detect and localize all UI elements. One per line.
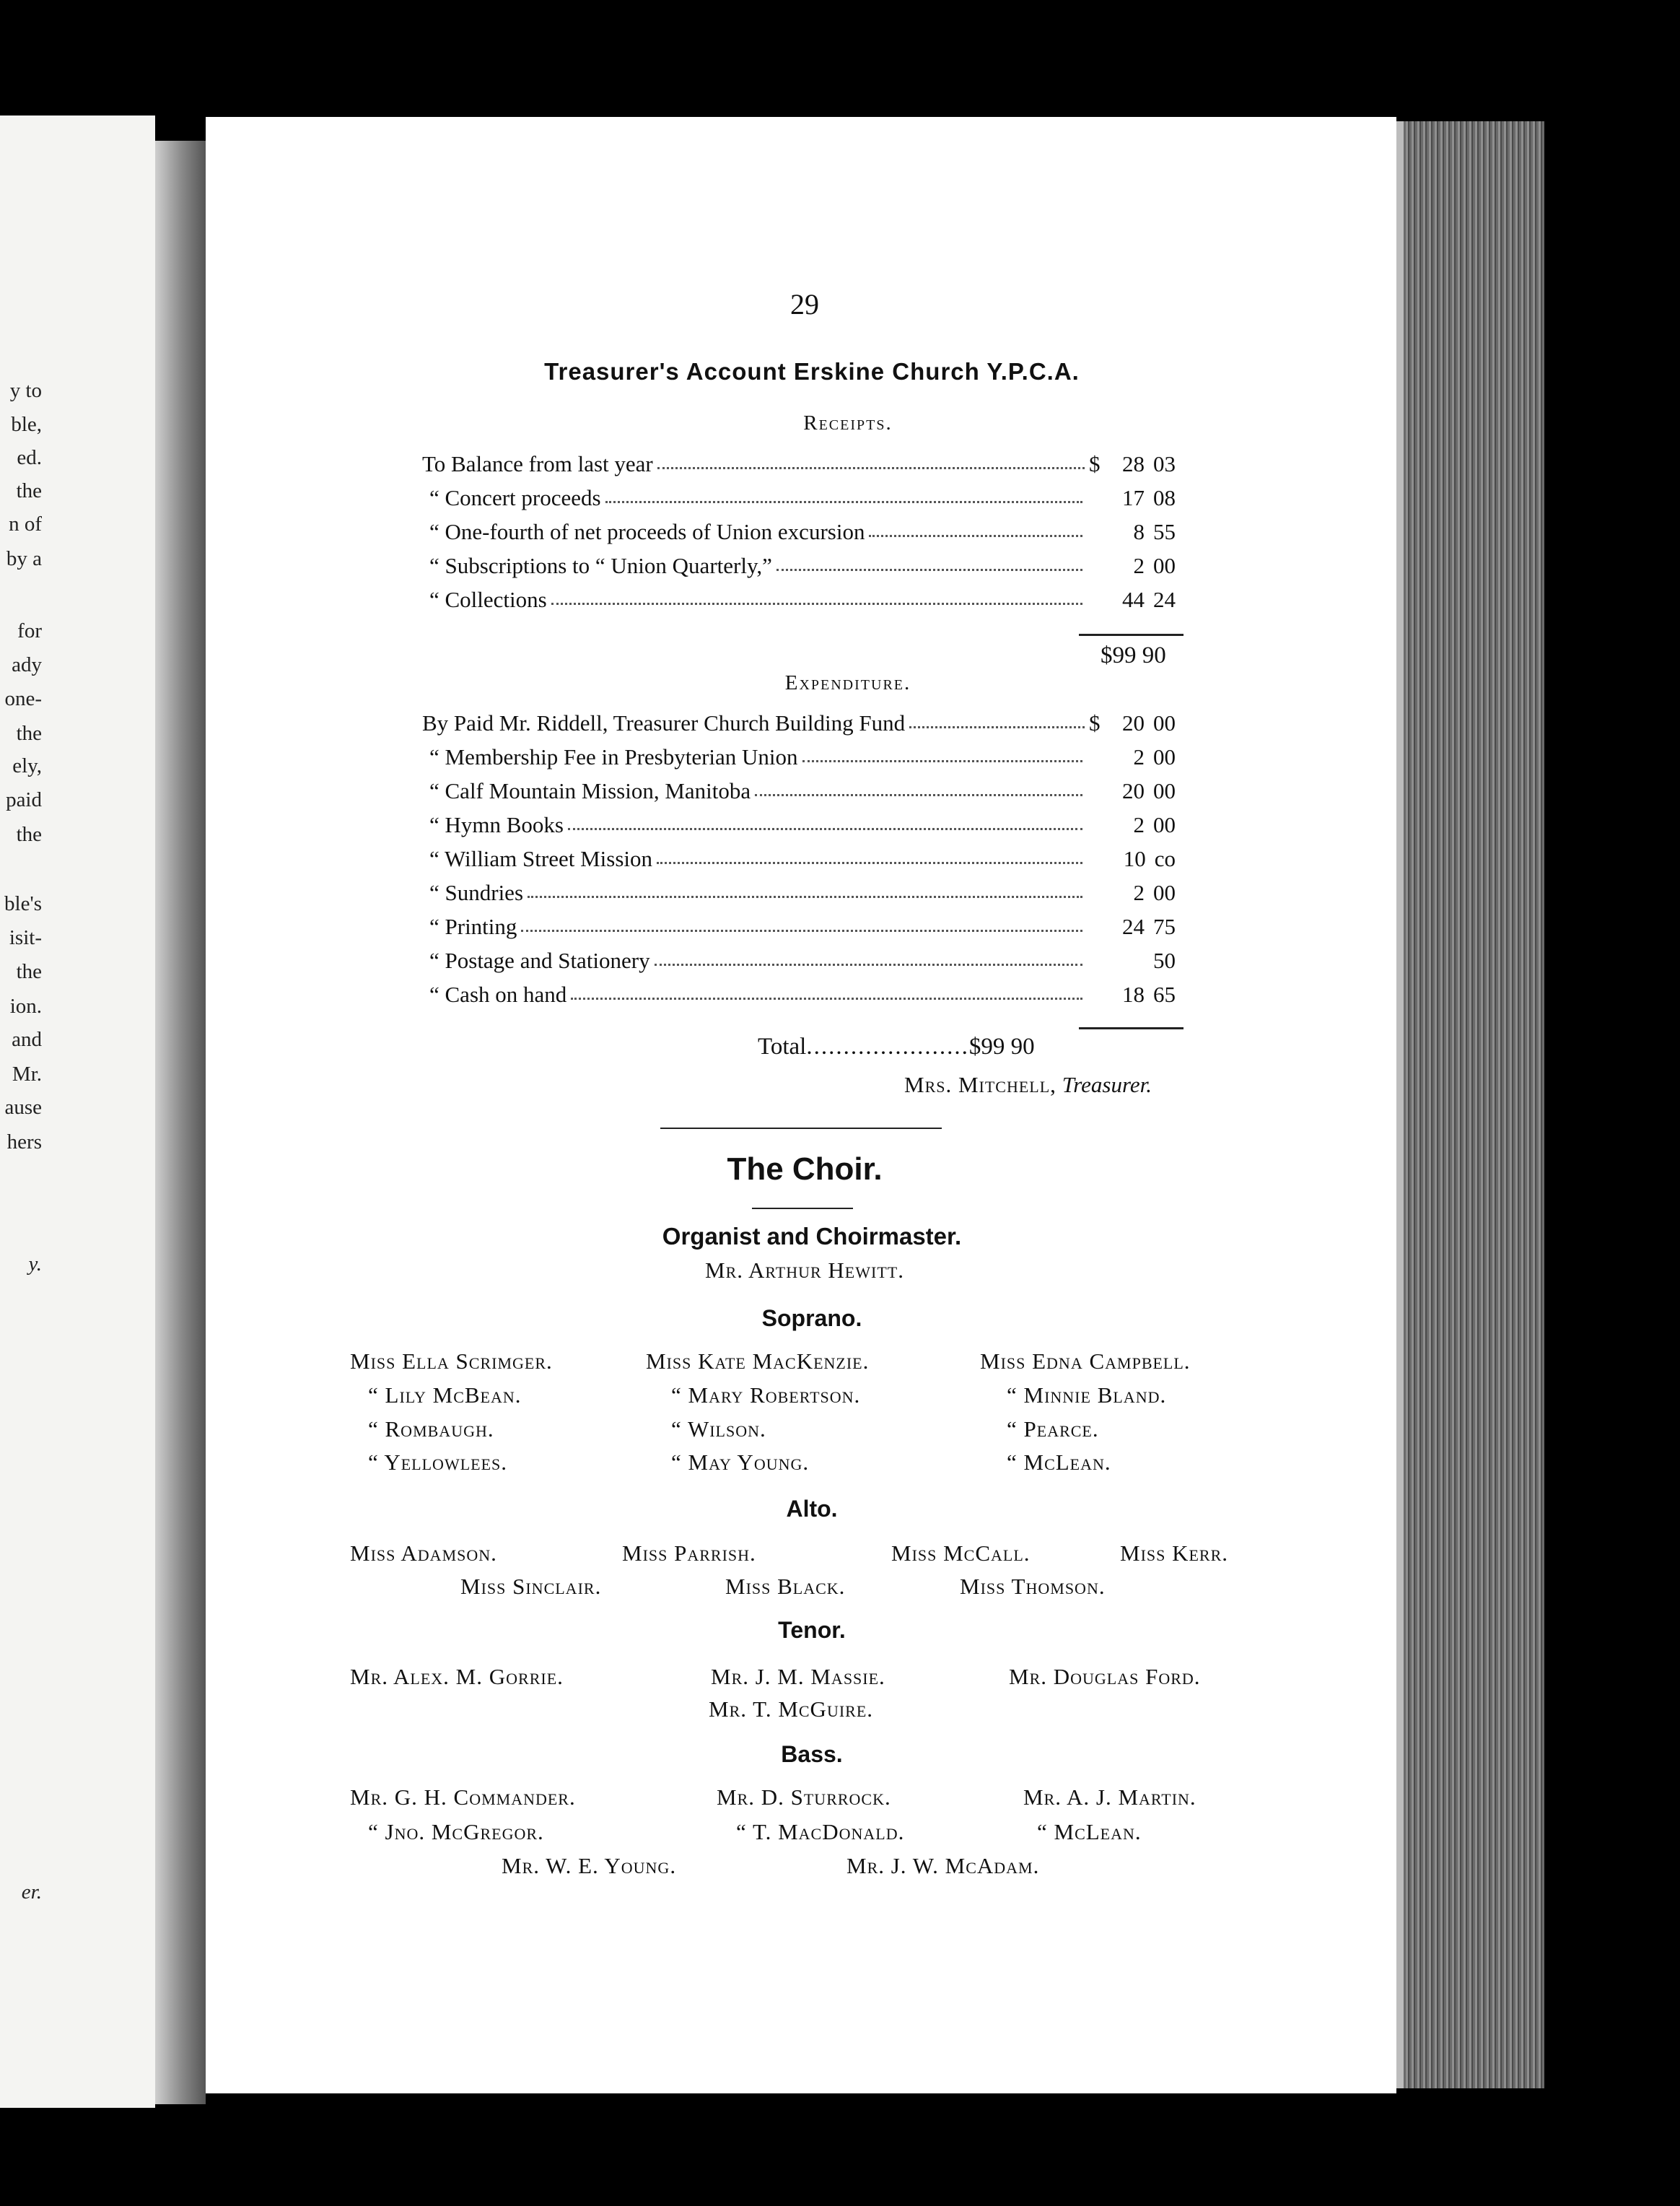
- ledger-item-label: “ Membership Fee in Presbyterian Union: [429, 744, 798, 770]
- dot-leader: [802, 760, 1082, 762]
- ledger-amount: [1115, 710, 1176, 736]
- ledger-amount: [1115, 587, 1176, 613]
- amount-dollars: 10: [1123, 846, 1146, 871]
- ledger-line: [422, 778, 1184, 811]
- ledger-item-label: “ Cash on hand: [429, 982, 567, 1007]
- left-page-fragment: and: [12, 1028, 42, 1051]
- amount-cents: 65: [1153, 982, 1176, 1007]
- amount-dollars: 2: [1133, 553, 1145, 578]
- choir-member: Mr. D. Sturrock.: [717, 1784, 891, 1810]
- amount-dollars: 8: [1133, 519, 1145, 544]
- amount-dollars: 2: [1133, 744, 1145, 770]
- left-page-fragment: Mr.: [12, 1063, 42, 1086]
- left-page-fragment: y to: [9, 379, 42, 402]
- left-page-fragment: ble's: [4, 892, 42, 915]
- ledger-item-label: By Paid Mr. Riddell, Treasurer Church Building Fund: [422, 710, 906, 736]
- left-page-fragment: hers: [6, 1130, 42, 1154]
- ledger-item-label: “ Collections: [429, 587, 547, 612]
- dot-leader: [568, 828, 1082, 830]
- treasurer-signature: [904, 1072, 1152, 1098]
- left-page-fragment: ely,: [12, 754, 42, 777]
- ledger-line: [422, 982, 1184, 1015]
- choir-member: “ McLean.: [1007, 1449, 1111, 1475]
- ledger-item-label: “ Sundries: [429, 880, 524, 905]
- ledger-item-label: “ Subscriptions to “ Union Quarterly,”: [429, 553, 772, 578]
- currency-sign: $: [1089, 451, 1101, 476]
- amount-cents: 24: [1153, 587, 1176, 612]
- amount-cents: 08: [1153, 485, 1176, 510]
- choir-member: Miss Kerr.: [1120, 1540, 1229, 1566]
- choir-member: Mr. J. M. Massie.: [711, 1664, 885, 1689]
- ledger-line: [422, 587, 1184, 620]
- choir-member: “ May Young.: [671, 1449, 810, 1475]
- dot-leader: [655, 964, 1082, 966]
- expenditure-total-line: Total......................$99 90: [758, 1034, 1035, 1060]
- ledger-item-label: “ Concert proceeds: [429, 485, 601, 510]
- choir-member: “ Wilson.: [671, 1416, 766, 1442]
- choir-member: Miss Edna Campbell.: [980, 1348, 1191, 1374]
- choir-member: Miss Adamson.: [350, 1540, 497, 1566]
- choir-title: The Choir.: [727, 1151, 883, 1187]
- ledger-line: [422, 710, 1184, 744]
- choir-member: Miss Kate MacKenzie.: [646, 1348, 870, 1374]
- ledger-item-label: “ Postage and Stationery: [429, 948, 650, 973]
- amount-dollars: 20: [1122, 710, 1145, 736]
- ledger-amount: [1115, 914, 1176, 940]
- ledger-amount: [1115, 744, 1176, 770]
- total-value: $99 90: [968, 1034, 1035, 1060]
- ledger-amount: [1115, 553, 1176, 579]
- ledger-line: [422, 914, 1184, 947]
- ledger-amount: [1115, 519, 1176, 545]
- choir-member: Miss Parrish.: [622, 1540, 756, 1566]
- amount-cents: 00: [1153, 880, 1176, 905]
- choir-member: Mr. Douglas Ford.: [1009, 1664, 1201, 1689]
- amount-dollars: 18: [1122, 982, 1145, 1007]
- left-page-fragment: for: [17, 619, 42, 642]
- ledger-line: [422, 880, 1184, 913]
- ledger-line: [422, 485, 1184, 518]
- choir-member: Miss Thomson.: [960, 1574, 1106, 1599]
- amount-cents: 00: [1153, 778, 1176, 803]
- ledger-item-label: “ One-fourth of net proceeds of Union excursion: [429, 519, 865, 544]
- expenditure-sum-rule: [1079, 1027, 1184, 1029]
- choir-member: Mr. W. E. Young.: [502, 1853, 677, 1878]
- ledger-amount: [1115, 948, 1176, 974]
- dot-leader: [528, 896, 1082, 898]
- ledger-amount: [1115, 880, 1176, 906]
- left-page-fragment: the: [16, 722, 42, 745]
- choir-member: “ McLean.: [1037, 1819, 1142, 1844]
- choir-member: Miss Ella Scrimger.: [350, 1348, 553, 1374]
- choir-title-rule: [752, 1208, 853, 1209]
- amount-cents: 00: [1153, 744, 1176, 770]
- amount-dollars: 2: [1133, 880, 1145, 905]
- left-page-fragment: paid: [6, 788, 42, 811]
- organist-name: Mr. Arthur Hewitt.: [705, 1257, 904, 1283]
- dot-leader: [521, 930, 1082, 932]
- ledger-item-label: “ Calf Mountain Mission, Manitoba: [429, 778, 751, 803]
- dot-leader: [755, 794, 1082, 796]
- choir-member: Miss Sinclair.: [460, 1574, 602, 1599]
- ledger-line: [422, 451, 1184, 484]
- receipts-total: $99 90: [1101, 642, 1166, 668]
- left-page-fragment: n of: [9, 513, 42, 536]
- choir-member: “ Yellowlees.: [368, 1449, 508, 1475]
- choir-member: “ T. MacDonald.: [736, 1819, 905, 1844]
- ledger-line: [422, 519, 1184, 552]
- choir-member: Mr. T. McGuire.: [709, 1696, 874, 1722]
- choir-member: “ Pearce.: [1007, 1416, 1099, 1442]
- amount-dollars: 28: [1122, 451, 1145, 476]
- dot-leader: [657, 862, 1082, 864]
- left-page-fragment: er.: [21, 1880, 42, 1904]
- choir-member: “ Mary Robertson.: [671, 1382, 861, 1408]
- ledger-line: [422, 812, 1184, 845]
- ledger-amount: [1115, 846, 1176, 872]
- ledger-line: [422, 744, 1184, 777]
- left-page-fragment: y.: [28, 1252, 42, 1276]
- dot-leader: [776, 569, 1082, 571]
- left-page-fragment: ady: [12, 653, 42, 676]
- amount-dollars: 2: [1133, 812, 1145, 837]
- left-page-fragment: the: [16, 479, 42, 502]
- left-page-fragment: ble,: [11, 413, 42, 436]
- left-page-fragment: ed.: [17, 446, 42, 469]
- alto-heading: Alto.: [786, 1496, 838, 1522]
- choir-member: “ Lily McBean.: [368, 1382, 522, 1408]
- ledger-item-label: “ Hymn Books: [429, 812, 564, 837]
- receipts-heading: Receipts.: [803, 411, 893, 435]
- amount-cents: 00: [1153, 812, 1176, 837]
- ledger-line: [422, 846, 1184, 879]
- choir-member: “ Jno. McGregor.: [368, 1819, 544, 1844]
- dot-leader: [869, 535, 1082, 537]
- choir-member: Miss McCall.: [891, 1540, 1031, 1566]
- expenditure-heading: Expenditure.: [784, 671, 911, 694]
- section-divider: [660, 1128, 942, 1129]
- ledger-amount: [1115, 451, 1176, 477]
- ledger-item-label: “ Printing: [429, 914, 517, 939]
- treasurer-role: Treasurer.: [1062, 1072, 1152, 1097]
- amount-dollars: 24: [1122, 914, 1145, 939]
- ledger-item-label: “ William Street Mission: [429, 846, 653, 871]
- receipts-sum-rule: [1079, 634, 1184, 636]
- bass-heading: Bass.: [781, 1741, 843, 1767]
- choir-member: Mr. G. H. Commander.: [350, 1784, 576, 1810]
- ledger-amount: [1115, 778, 1176, 804]
- choir-member: Mr. Alex. M. Gorrie.: [350, 1664, 564, 1689]
- ledger-line: [422, 553, 1184, 586]
- choir-member: Mr. J. W. McAdam.: [846, 1853, 1040, 1878]
- dot-leader: [657, 467, 1085, 469]
- amount-cents: 55: [1153, 519, 1176, 544]
- left-page-fragment: the: [16, 823, 42, 846]
- choir-member: Miss Black.: [725, 1574, 846, 1599]
- choir-member: “ Rombaugh.: [368, 1416, 494, 1442]
- currency-sign: $: [1089, 710, 1101, 736]
- page-number: 29: [790, 288, 819, 321]
- dot-leader: [909, 726, 1085, 728]
- amount-cents: 03: [1153, 451, 1176, 476]
- amount-cents: 75: [1153, 914, 1176, 939]
- choir-member: Mr. A. J. Martin.: [1023, 1784, 1196, 1810]
- amount-dollars: 20: [1122, 778, 1145, 803]
- ledger-amount: [1115, 485, 1176, 511]
- ledger-line: [422, 948, 1184, 981]
- left-page-fragment: isit-: [9, 926, 42, 949]
- left-page-fragment: ion.: [9, 995, 42, 1018]
- total-label: Total: [758, 1034, 807, 1060]
- treasurer-name: Mrs. Mitchell,: [904, 1072, 1056, 1097]
- left-page-fragment: ause: [4, 1096, 42, 1119]
- tenor-heading: Tenor.: [778, 1617, 846, 1643]
- amount-dollars: 44: [1122, 587, 1145, 612]
- ledger-amount: [1115, 982, 1176, 1008]
- amount-cents: 00: [1153, 553, 1176, 578]
- book-gutter: [155, 141, 206, 2104]
- ledger-amount: [1115, 812, 1176, 838]
- organist-heading: Organist and Choirmaster.: [662, 1223, 962, 1250]
- account-title: Treasurer's Account Erskine Church Y.P.C.A.: [544, 358, 1080, 385]
- dot-leader: [571, 998, 1082, 1000]
- left-page-fragment: the: [16, 960, 42, 983]
- amount-cents: 50: [1153, 948, 1176, 973]
- amount-cents: co: [1154, 846, 1176, 871]
- soprano-heading: Soprano.: [761, 1305, 862, 1331]
- amount-dollars: 17: [1122, 485, 1145, 510]
- choir-member: “ Minnie Bland.: [1007, 1382, 1167, 1408]
- amount-cents: 00: [1153, 710, 1176, 736]
- dot-leader: [551, 603, 1082, 605]
- ledger-item-label: To Balance from last year: [422, 451, 653, 476]
- left-page-fragment: one-: [4, 687, 42, 710]
- dot-leader: [605, 501, 1082, 503]
- left-page-fragment: by a: [6, 547, 42, 570]
